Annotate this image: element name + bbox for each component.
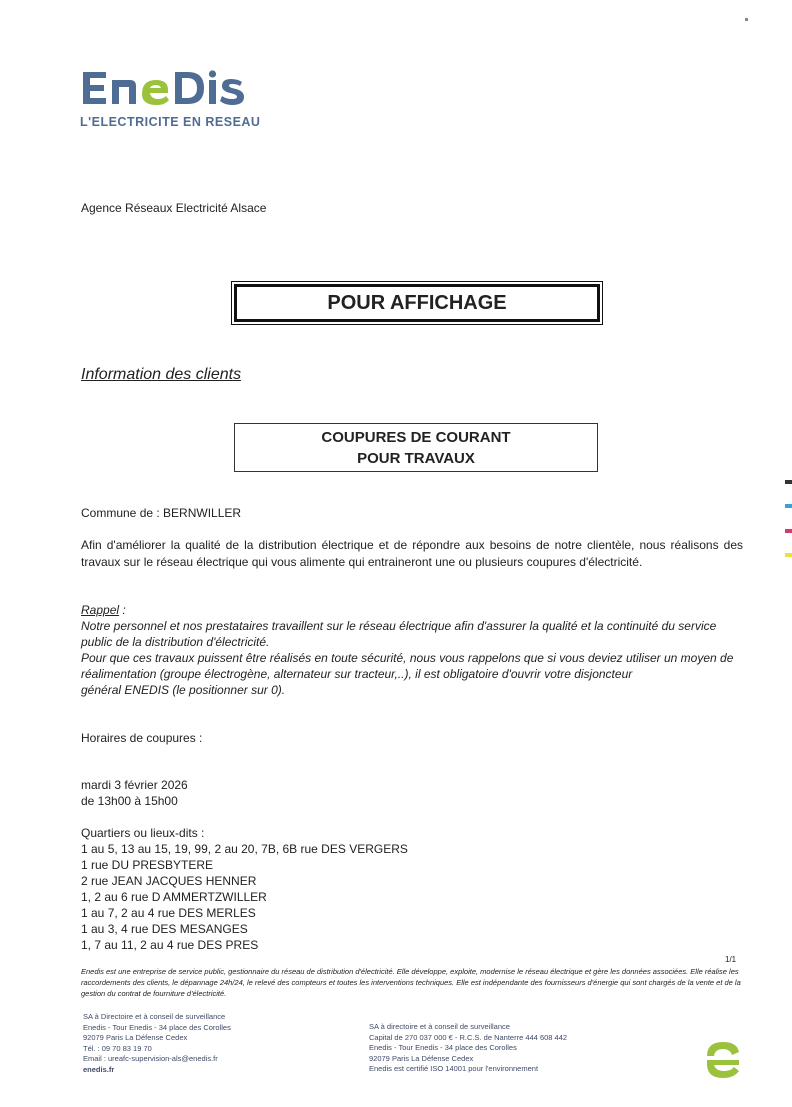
list-item: 1 au 5, 13 au 15, 19, 99, 2 au 20, 7B, 6B rue DES VERGERS	[81, 842, 408, 856]
rappel-line: général ENEDIS (le positionner sur 0).	[81, 683, 286, 697]
notice-title-box	[234, 284, 600, 322]
rappel-line: Pour que ces travaux puissent être réalisés en toute sécurité, nous vous rappelons que si vous deviez utiliser un moyen de	[81, 651, 734, 665]
footer-right-line: Enedis - Tour Enedis - 34 place des Corolles	[369, 1043, 517, 1052]
enedis-logo	[80, 66, 255, 118]
print-mark-cyan	[785, 504, 792, 508]
list-item: 1 au 7, 2 au 4 rue DES MERLES	[81, 906, 256, 920]
rappel-section	[81, 602, 743, 698]
footer-right-line: Enedis est certifié ISO 14001 pour l'environnement	[369, 1064, 539, 1073]
footer-right-line: Capital de 270 037 000 € - R.C.S. de Nanterre 444 608 442	[369, 1032, 568, 1042]
subject-box	[234, 423, 598, 472]
footer-left	[83, 1012, 231, 1075]
print-mark-black	[785, 480, 792, 484]
footer-left-line: Email : ureafc-supervision-als@enedis.fr	[83, 1054, 218, 1063]
page-number: 1/1	[725, 955, 737, 964]
print-mark-magenta	[785, 529, 792, 533]
list-item: 1 rue DU PRESBYTERE	[81, 858, 214, 872]
outage-time: de 13h00 à 15h00	[81, 794, 178, 808]
info-heading: Information des clients	[81, 366, 242, 383]
rappel-line: Notre personnel et nos prestataires travaillent sur le réseau électrique afin d'assurer la qualité et la continuité du service	[81, 619, 717, 633]
quartiers-list	[81, 825, 408, 953]
footer-website-link[interactable]: enedis.fr	[83, 1064, 115, 1074]
footer-right-line: SA à directoire et à conseil de surveillance	[369, 1022, 510, 1031]
footer-left-line: Enedis - Tour Enedis - 34 place des Corolles	[83, 1022, 231, 1032]
disclaimer: Enedis est une entreprise de service public, gestionnaire du réseau de distribution d'électricité. Elle développe, exploite, modernise le réseau électrique et gère les données associées. Elle réalise les raccordements des clients, le dépannage 24h/24, le relevé des compteurs et toutes les interventions techniques. Elle est indépendante des fournisseurs d'énergie qui sont chargés de la vente et de la gestion du contrat de fourniture d'électricité.	[81, 967, 741, 998]
schedule-date-block	[81, 777, 188, 809]
rappel-title: Rappel	[81, 603, 120, 617]
print-mark-yellow	[785, 553, 792, 557]
quartiers-heading: Quartiers ou lieux-dits :	[81, 826, 205, 840]
list-item: 1, 2 au 6 rue D AMMERTZWILLER	[81, 890, 267, 904]
rappel-title-suffix: :	[119, 603, 126, 617]
agency-name: Agence Réseaux Electricité Alsace	[81, 201, 267, 215]
subject-line-2: POUR TRAVAUX	[357, 449, 475, 467]
list-item: 1 au 3, 4 rue DES MESANGES	[81, 922, 248, 936]
list-item: 1, 7 au 11, 2 au 4 rue DES PRES	[81, 938, 259, 952]
footer-right	[369, 1022, 567, 1075]
intro-paragraph: Afin d'améliorer la qualité de la distribution électrique et de répondre aux besoins de notre clientèle, nous réalisons des travaux sur le réseau électrique qui vous alimente qui entraineront une ou plusieurs coupures d'électricité.	[81, 538, 743, 569]
logo-tagline: L'ELECTRICITE EN RESEAU	[80, 115, 261, 129]
commune: Commune de : BERNWILLER	[81, 506, 242, 520]
rappel-line: public de la distribution d'électricité.	[81, 635, 270, 649]
rappel-heading	[81, 602, 743, 618]
enedis-wordmark-svg	[80, 66, 255, 110]
scan-speck	[745, 18, 748, 21]
footer-left-line: SA à Directoire et à conseil de surveillance	[83, 1012, 226, 1021]
footer-left-line: Tél. : 09 70 83 19 70	[83, 1043, 152, 1053]
footer-left-line: 92079 Paris La Défense Cedex	[83, 1033, 188, 1042]
notice-title: POUR AFFICHAGE	[327, 291, 507, 314]
footer-right-line: 92079 Paris La Défense Cedex	[369, 1053, 474, 1063]
schedule-heading: Horaires de coupures :	[81, 731, 203, 745]
enedis-e-icon	[703, 1038, 743, 1078]
outage-date: mardi 3 février 2026	[81, 778, 188, 792]
list-item: 2 rue JEAN JACQUES HENNER	[81, 874, 257, 888]
rappel-line: réalimentation (groupe électrogène, alternateur sur tracteur,..), il est obligatoire d'ouvrir votre disjoncteur	[81, 667, 633, 681]
subject-line-1: COUPURES DE COURANT	[321, 428, 511, 446]
